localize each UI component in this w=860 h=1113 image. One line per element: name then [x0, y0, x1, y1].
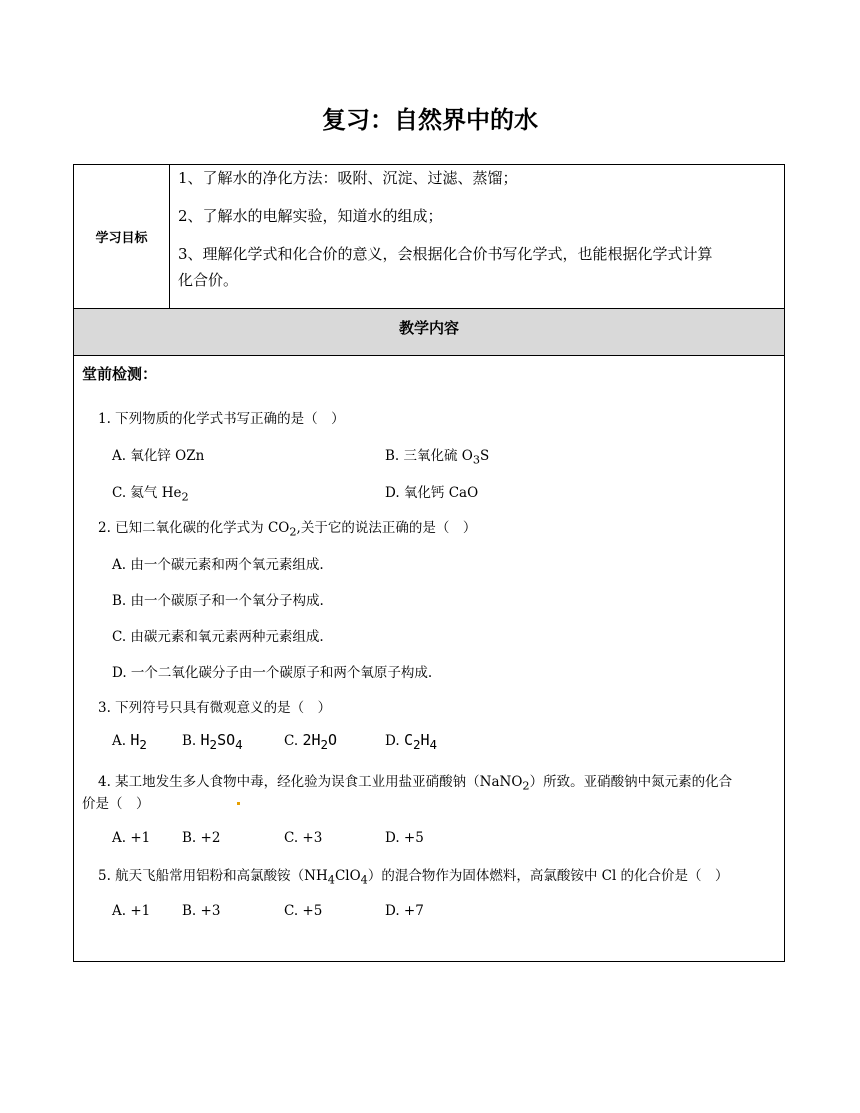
q4-option-a: A. +1 — [112, 830, 151, 846]
objective-item: 化合价。 — [178, 271, 239, 289]
q2-option-a: A. 由一个碳元素和两个氧元素组成. — [112, 557, 324, 573]
q4-option-b: B. +2 — [182, 830, 221, 846]
q5-option-b: B. +3 — [182, 903, 221, 919]
q1-option-a: A. 氧化锌 OZn — [112, 448, 205, 464]
q3-option-c: C. $2H_2O$ — [284, 731, 338, 752]
objectives-label: 学习目标 — [74, 165, 170, 308]
question-5-stem: 5. 航天飞船常用铝粉和高氯酸铵$(NH_4ClO_4)$的混合物作为固体燃料，高氯酸铵中 Cl 的化合价是（ ） — [98, 868, 729, 887]
q2-option-b: B. 由一个碳原子和一个氧分子构成. — [112, 593, 324, 609]
q3-option-a: A. $H_2$ — [112, 731, 147, 752]
q1-option-b: B. 三氧化硫 $O_3S$ — [385, 448, 490, 467]
q4-option-c: C. +3 — [284, 830, 323, 846]
lesson-table — [73, 164, 785, 962]
q1-option-c: C. 氦气 $He_2$ — [112, 485, 189, 504]
objective-item: 3、理解化学式和化合价的意义，会根据化合价书写化学式，也能根据化学式计算 — [178, 245, 713, 263]
objective-item: 2、了解水的电解实验，知道水的组成； — [178, 207, 443, 225]
objectives-row — [74, 165, 784, 309]
page-title: 复习：自然界中的水 — [322, 106, 538, 134]
q4-option-d: D. +5 — [385, 830, 424, 846]
question-3-stem: 3. 下列符号只具有微观意义的是（ ） — [98, 700, 332, 716]
question-4-stem: 4. 某工地发生多人食物中毒，经化验为误食工业用盐亚硝酸钠（NaNO$_2$）所致。亚硝酸钠中氮元素的化合 — [98, 774, 733, 793]
question-2-stem: 2. 已知二氧化碳的化学式为 $CO_2$,关于它的说法正确的是（ ） — [98, 520, 477, 539]
q3-option-b: B. $H_2SO_4$ — [182, 731, 243, 752]
question-1-stem: 1. 下列物质的化学式书写正确的是（ ） — [98, 411, 345, 427]
q1-option-d: D. 氧化钙 CaO — [385, 485, 479, 501]
section-heading: 堂前检测： — [82, 365, 158, 383]
objective-item: 1、了解水的净化方法：吸附、沉淀、过滤、蒸馏； — [178, 169, 518, 187]
q5-option-a: A. +1 — [112, 903, 151, 919]
q5-option-c: C. +5 — [284, 903, 323, 919]
question-4-stem-cont: 价是（ ） — [82, 796, 150, 812]
content-header: 教学内容 — [74, 309, 784, 356]
q3-option-d: D. $C_2H_4$ — [385, 731, 438, 752]
q2-option-c: C. 由碳元素和氧元素两种元素组成. — [112, 629, 324, 645]
q5-option-d: D. +7 — [385, 903, 424, 919]
marker-dot — [237, 802, 240, 805]
q2-option-d: D. 一个二氧化碳分子由一个碳原子和两个氧原子构成. — [112, 665, 433, 681]
